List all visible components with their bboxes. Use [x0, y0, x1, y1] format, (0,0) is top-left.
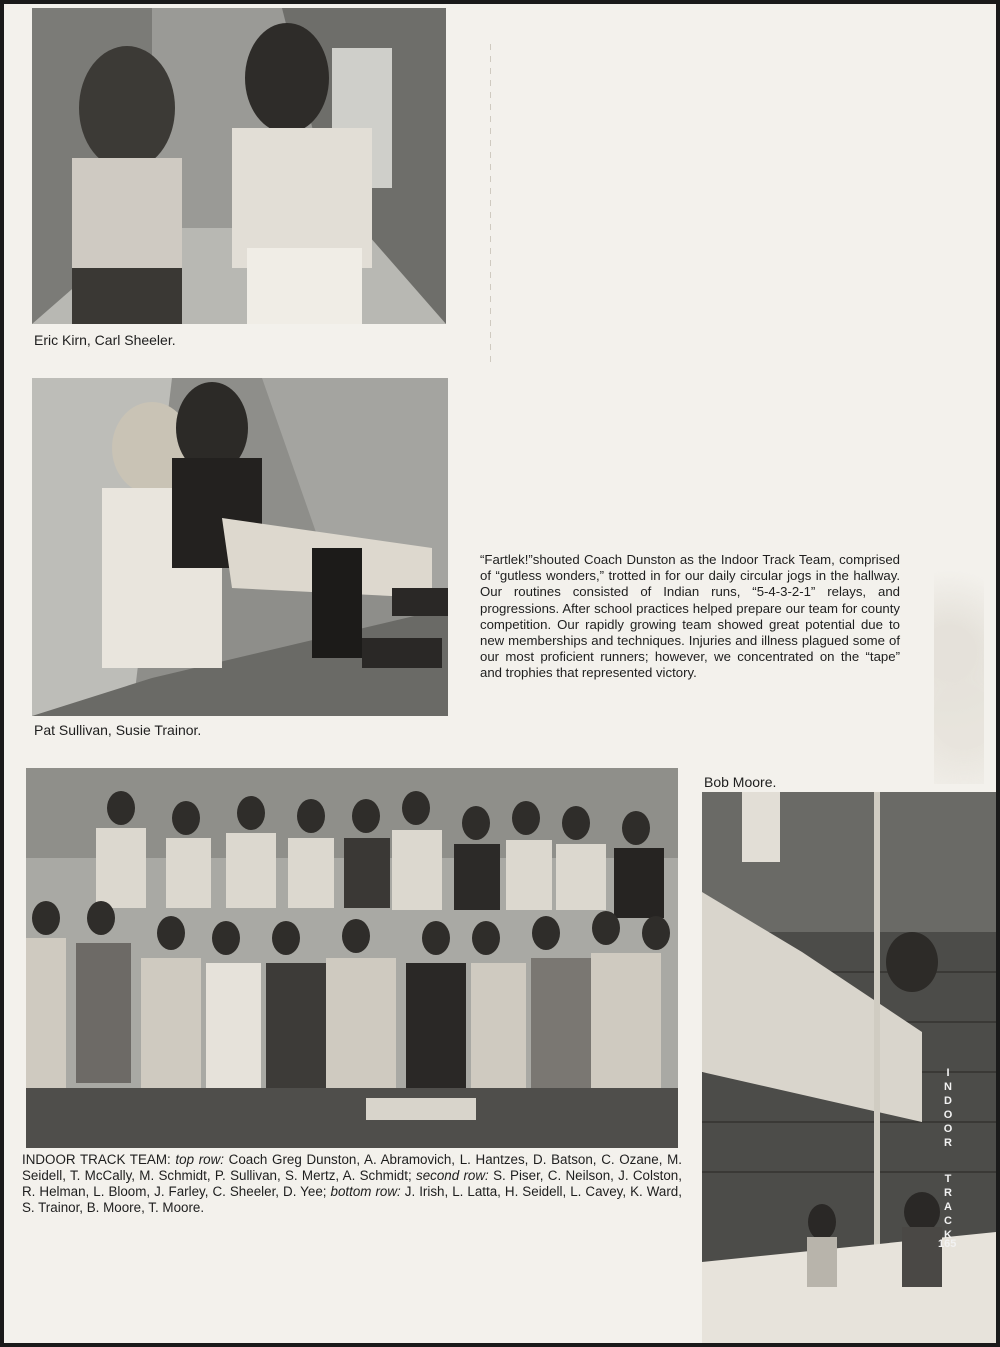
caption-photo2: Pat Sullivan, Susie Trainor. — [34, 722, 202, 738]
story-paragraph: “Fartlek!”shouted Coach Dunston as the Indoor Track Team, comprised of “gutless wonders,” trotted in for our daily circular jogs in the hallway. Our routines consisted of Indian runs, “5-4-3-2-1” relays, and progressions. After school practices helped prepare our team for county competition. Our rapidly growing team showed great potential due to new memberships and techniques. Injuries and illness plagued some of our most proficient runners; however, we concentrated on the “tape” and trophies that represented victory. — [480, 552, 900, 681]
team-caption-bottom-names: J. Irish, L. Latta, H. Seidell, L. Cavey, K. Ward, S. Trainor, B. Moore, T. Moore. — [22, 1184, 682, 1215]
section-title-letter: K — [944, 1229, 952, 1241]
section-title-letter: R — [944, 1187, 952, 1199]
section-title-letter: O — [943, 1109, 953, 1121]
margin-guide — [490, 44, 491, 364]
caption-photo4: Bob Moore. — [704, 774, 777, 790]
paper-texture — [934, 564, 984, 784]
team-caption-top-names: Coach Greg Dunston, A. Abramovich, L. Hantzes, D. Batson, C. Ozane, M. Seidell, T. McCally, M. Schmidt, P. Sullivan, S. Mertz, A. Schmidt; — [22, 1152, 682, 1183]
page-number: 165 — [938, 1238, 957, 1250]
section-title-letter: C — [944, 1215, 952, 1227]
team-caption-bottom-label: bottom row: — [330, 1184, 401, 1199]
caption-photo1: Eric Kirn, Carl Sheeler. — [34, 332, 176, 348]
photo-hallway-runners — [32, 8, 446, 324]
section-title-letter: R — [944, 1137, 952, 1149]
photo-girls-resting — [32, 378, 448, 716]
team-roster-caption — [22, 1152, 682, 1216]
section-title-letter: O — [943, 1123, 953, 1135]
section-title-letter: I — [946, 1067, 950, 1079]
team-caption-heading: INDOOR TRACK TEAM: — [22, 1152, 171, 1167]
team-caption-top-label: top row: — [175, 1152, 224, 1167]
yearbook-page — [4, 4, 996, 1343]
section-title-vertical — [936, 1066, 960, 1242]
section-title-letter: T — [944, 1173, 952, 1185]
team-caption-second-label: second row: — [416, 1168, 489, 1183]
section-title-letter: N — [944, 1081, 952, 1093]
section-title-letter: A — [944, 1201, 952, 1213]
section-title-word1 — [936, 1066, 960, 1150]
photo-team-group — [26, 768, 678, 1148]
section-title-word2 — [936, 1172, 960, 1242]
section-title-letter: D — [944, 1095, 952, 1107]
team-caption-second-names: S. Piser, C. Neilson, J. Colston, R. Helman, L. Bloom, J. Farley, C. Sheeler, D. Yee; — [22, 1168, 682, 1199]
